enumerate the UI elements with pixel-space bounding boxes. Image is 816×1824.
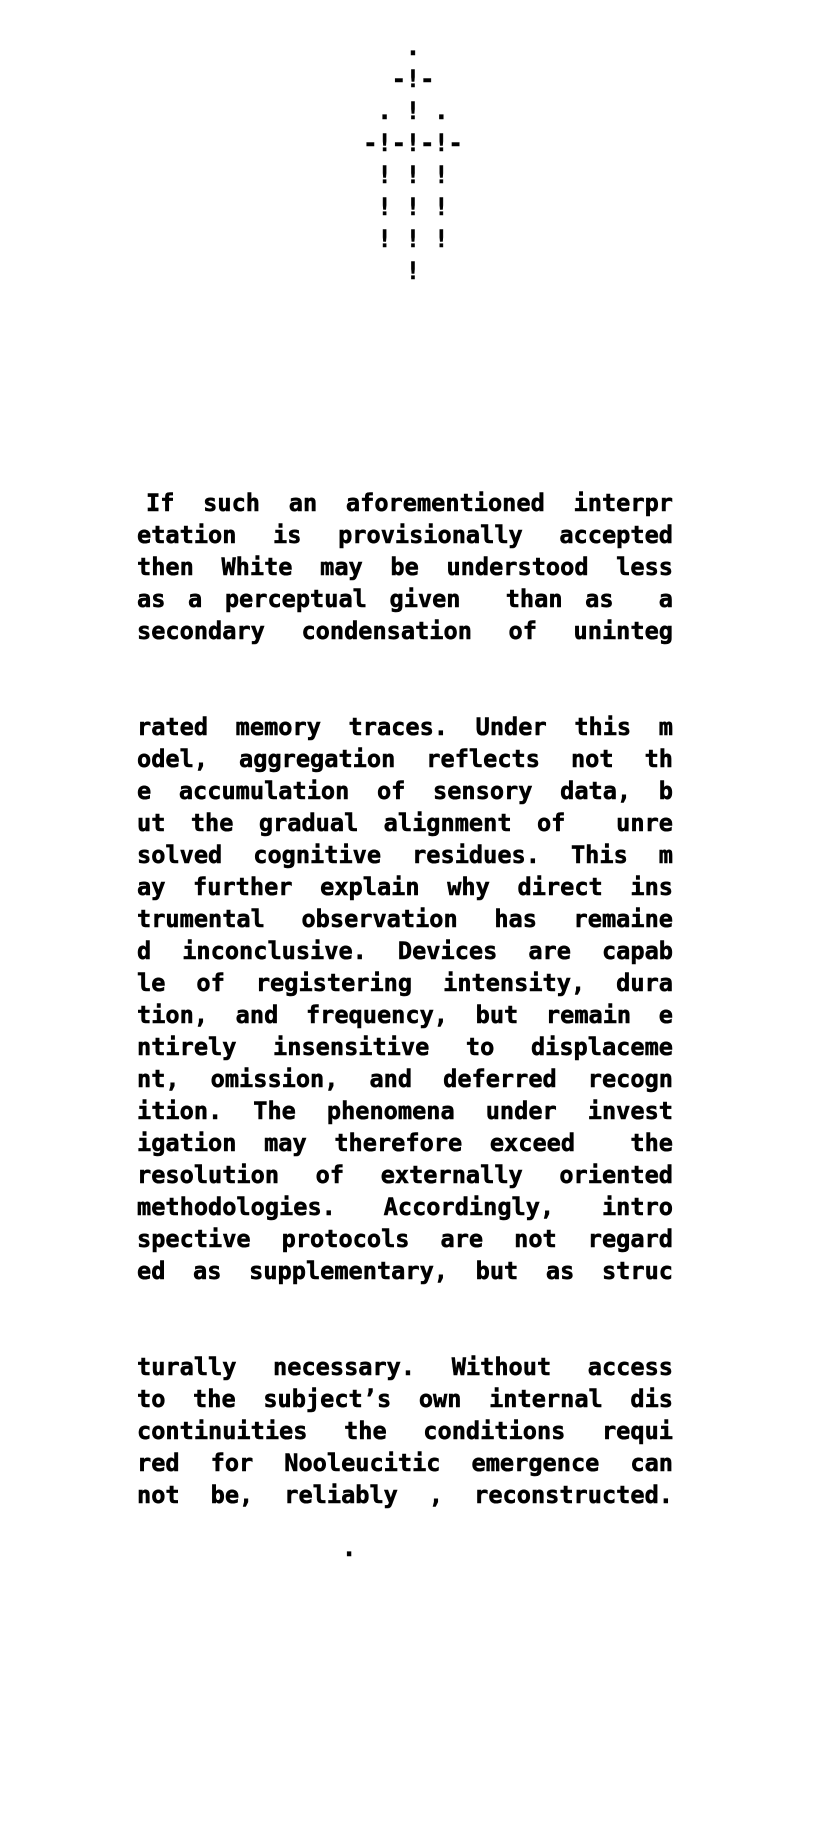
text-line: as a perceptual given than as a xyxy=(137,585,673,613)
text-line: d inconclusive. Devices are capab xyxy=(137,937,673,965)
text-line: le of registering intensity, dura xyxy=(137,969,673,997)
text-line: secondary condensation of uninteg xyxy=(137,617,673,645)
text-line: ntirely insensitive to displaceme xyxy=(137,1033,673,1061)
text-line: then White may be understood less xyxy=(137,553,673,581)
text-line: turally necessary. Without access xyxy=(137,1353,673,1381)
text-line: e accumulation of sensory data, b xyxy=(137,777,673,805)
paragraph-block-1 xyxy=(137,487,673,647)
text-line: not be, reliably , reconstructed. xyxy=(137,1481,673,1509)
text-line: ed as supplementary, but as struc xyxy=(137,1257,673,1285)
text-line: to the subject’s own internal dis xyxy=(137,1385,673,1413)
exclamation-ascii-figure xyxy=(145,31,681,287)
figure-line: -!- xyxy=(391,65,435,93)
text-line: red for Nooleucitic emergence can xyxy=(137,1449,673,1477)
figure-line: ! xyxy=(405,257,421,285)
text-line: resolution of externally oriented xyxy=(137,1161,673,1189)
text-line: trumental observation has remaine xyxy=(137,905,673,933)
figure-line: -!-!-!- xyxy=(363,129,463,157)
text-line: ition. The phenomena under invest xyxy=(137,1097,673,1125)
text-line: continuities the conditions requi xyxy=(137,1417,673,1445)
paragraph-block-2 xyxy=(137,711,673,1287)
figure-line: . xyxy=(405,33,421,61)
text-line: etation is provisionally accepted xyxy=(137,521,673,549)
text-line: spective protocols are not regard xyxy=(137,1225,673,1253)
figure-line: . ! . xyxy=(377,97,449,125)
paragraph-block-3 xyxy=(137,1351,673,1511)
text-line: ay further explain why direct ins xyxy=(137,873,673,901)
figure-line: ! ! ! xyxy=(377,193,449,221)
bottom-period: . xyxy=(342,1534,357,1562)
text-line: rated memory traces. Under this m xyxy=(137,713,673,741)
text-line: igation may therefore exceed the xyxy=(137,1129,673,1157)
text-line: ut the gradual alignment of unre xyxy=(137,809,673,837)
figure-line: ! ! ! xyxy=(377,225,449,253)
text-line: If such an aforementioned interpr xyxy=(146,489,673,517)
figure-line: ! ! ! xyxy=(377,161,449,189)
text-line: methodologies. Accordingly, intro xyxy=(137,1193,673,1221)
text-line: tion, and frequency, but remain e xyxy=(137,1001,673,1029)
text-line: nt, omission, and deferred recogn xyxy=(137,1065,673,1093)
text-line: solved cognitive residues. This m xyxy=(137,841,673,869)
text-line: odel, aggregation reflects not th xyxy=(137,745,673,773)
